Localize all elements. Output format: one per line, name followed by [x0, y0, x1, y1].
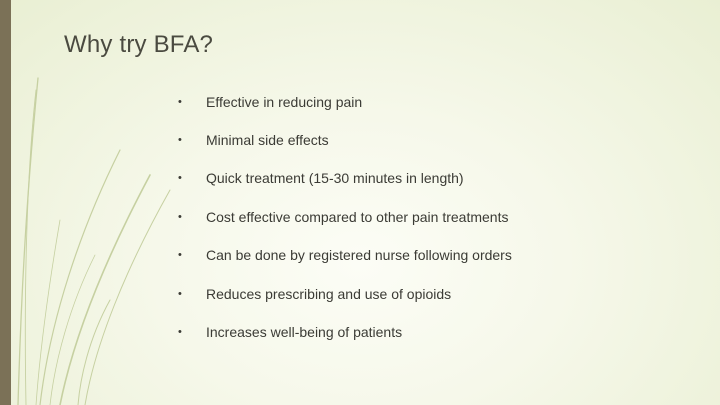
bullet-dot-icon: •: [178, 172, 182, 184]
bullet-text: Increases well-being of patients: [206, 324, 403, 340]
slide-title: Why try BFA?: [64, 31, 214, 58]
bullet-item: [178, 245, 698, 265]
bullet-item: [178, 130, 698, 150]
bullet-dot-icon: •: [178, 249, 182, 261]
bullet-item: [178, 207, 698, 227]
bullet-text: Quick treatment (15-30 minutes in length): [206, 170, 464, 186]
bullet-text: Cost effective compared to other pain treatments: [206, 209, 509, 225]
decorative-sprig-icon: [0, 0, 200, 405]
bullet-item: [178, 92, 698, 112]
bullet-item: [178, 322, 698, 342]
bullet-dot-icon: •: [178, 326, 182, 338]
bullet-dot-icon: •: [178, 134, 182, 146]
bullet-item: [178, 284, 698, 304]
bullet-text: Effective in reducing pain: [206, 94, 363, 110]
bullet-item: [178, 168, 698, 188]
bullet-text: Can be done by registered nurse following orders: [206, 247, 512, 263]
bullet-text: Minimal side effects: [206, 132, 329, 148]
bullet-text: Reduces prescribing and use of opioids: [206, 286, 452, 302]
bullet-dot-icon: •: [178, 96, 182, 108]
bullet-dot-icon: •: [178, 288, 182, 300]
bullet-dot-icon: •: [178, 211, 182, 223]
